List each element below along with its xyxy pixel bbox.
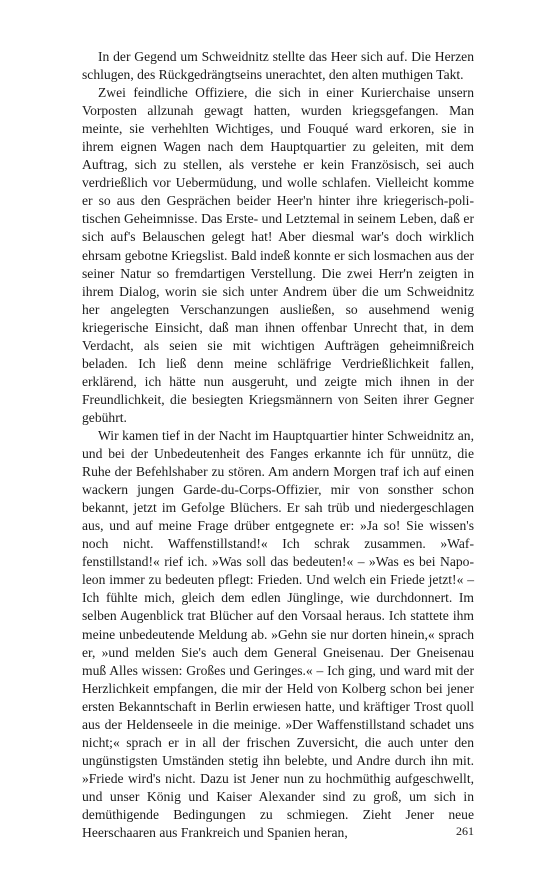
- page-number: 261: [456, 824, 474, 838]
- paragraph-3: Wir kamen tief in der Nacht im Hauptquartier hinter Schweidnitz an, und bei der Unbedeutenheit des Fanges erkannte ich für unnütz, die Ruhe der Befehlshaber zu stören. Am andern Morgen traf ich auf einen wackern jungen Garde-du-Corps-Offizier, mir von sonsther schon bekannt, jetzt im Gefolge Blüchers. Er sah trüb und niedergeschlagen aus, und auf meine Frage drüber entgegnete er: »Ja so! Sie wissen's noch nicht. Waffenstillstand!« Ich schrak zusammen. »Waffenstillstand!« rief ich. »Was soll das bedeuten!« – »Was es bei Napoleon immer zu bedeuten pflegt: Frieden. Und welch ein Friede jetzt!« – Ich fühlte mich, gleich dem edlen Jünglinge, wie durchdonnert. Im selben Augenblick trat Blücher auf den Vorsaal heraus. Ich stattete ihm meine unbedeutende Meldung ab. »Gehn sie nur dorten hinein,« sprach er, »und melden Sie's auch dem General Gneisenau. Der Gneisenau muß Alles wissen: Großes und Geringes.« – Ich ging, und ward mit der Herzlichkeit empfangen, die mir der Held von Kolberg schon bei jener ersten Bekanntschaft in Berlin erwiesen hatte, und kräftiger Trost quoll aus der Heldenseele in die meinige. »Der Waffenstillstand schadet uns nicht;« sprach er in all der frischen Zuversicht, die auch unter den ungünstigsten Umständen stetig ihn belebte, und Andre durch ihn mit. »Friede wird's nicht. Dazu ist Jener nun zu hochmüthig aufgeschwellt, und unser König und Kaiser Alexander sind zu groß, um sich in demüthigende Bedingungen zu schmiegen. Zieht Jener neue Heerschaaren aus Frankreich und Spanien heran,: [82, 427, 474, 841]
- paragraph-2: Zwei feindliche Offiziere, die sich in einer Kurierchaise unsern Vorposten allzunah gewagt hatten, wurden kriegsgefangen. Man meinte, sie verhehlten Wichtiges, und Fouqué ward erkoren, sie in ihrem eignen Wagen nach dem Hauptquartier zu geleiten, mit dem Auftrag, sich zu stellen, als verstehe er kein Französisch, sei auch verdrießlich vor Uebermüdung, und wolle schlafen. Vielleicht komme er so aus den Gesprächen beider Heer'n hinter ihre kriegerisch-politischen Geheimnisse. Das Erste- und Letztemal in seinem Leben, daß er sich auf's Belauschen gelegt hat! Aber diesmal war's doch wirklich ehrsam gebotne Kriegslist. Bald indeß konnte er sich losmachen aus der seiner Natur so fremdartigen Verstellung. Die zwei Herr'n zeigten in ihrem Dialog, worin sie sich unter Andrem über die um Schweidnitz her angelegten Verschanzungen ausließen, so ausehmend wenig kriegerische Einsicht, daß man ihnen offenbar Unrecht that, in dem Verdacht, als seien sie mit wichtigen Aufträgen geheimnißreich beladen. Ich ließ denn meine schläfrige Verdrießlichkeit fallen, erklärend, ich hätte nun ausgeruht, und zeigte mich ihnen in der Freundlichkeit, die besiegten Kriegsmännern von Seiten ihrer Gegner gebührt.: [82, 85, 474, 425]
- body-text: [82, 48, 474, 842]
- paragraph-1: In der Gegend um Schweidnitz stellte das Heer sich auf. Die Herzen schlugen, des Rückgedrängtseins unerachtet, den alten muthigen Takt.: [82, 49, 474, 83]
